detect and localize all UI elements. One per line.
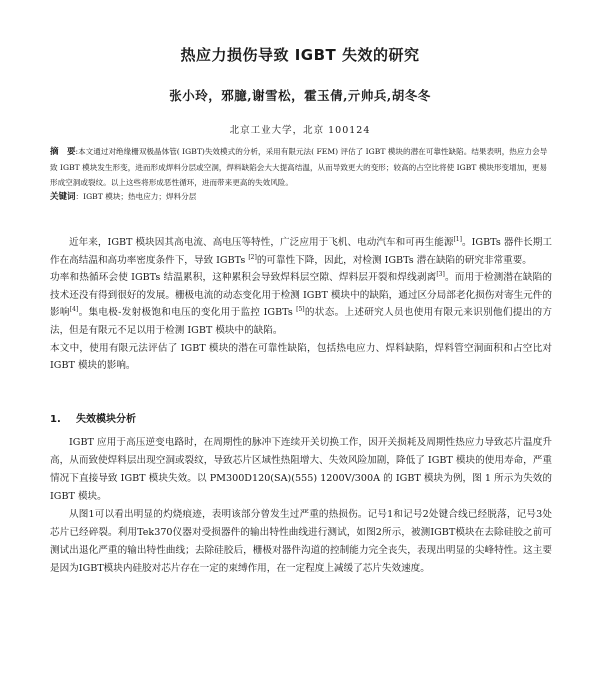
abstract (50, 144, 554, 190)
citation-ref: [1] (453, 235, 462, 243)
keywords-label: 关键词 (50, 192, 76, 202)
intro-paragraph-1 (50, 234, 552, 269)
intro-p1-text-c: 的可靠性下降，因此，对检测 IGBTs 潜在缺陷的研究非常重要。 (256, 254, 532, 266)
citation-ref: [2] (248, 253, 257, 261)
intro-p2-text-c: 。集电极-发射极饱和电压的变化用于监控 IGBTs (78, 307, 297, 319)
keywords-text: ：IGBT 模块；热电应力；焊料分层 (75, 192, 197, 201)
intro-p2-text-b: 。而用于检测潜在缺陷的技术还没有得到很好的发展。栅极电流的动态变化用于检测 IGBT 模块中的缺陷，通过区分局部老化损伤对寄生元件的影响 (50, 272, 552, 319)
citation-ref: [5] (296, 306, 305, 314)
section-1-paragraph-1: IGBT 应用于高压逆变电路时，在周期性的脉冲下连续开关切换工作，因开关损耗及周期性热应力导致芯片温度升高，从而致使焊料层出现空洞或裂纹，导致芯片区域性热阻增大、失效风险加剧，降低了 IGBT 模块的使用寿命，严重情况下直接导致 IGBT 模块失效。以 PM300D120(SA)(555) 1200V/300A 的 IGBT 模块为例，图 1 所示为失效的 IGBT 模块。 (50, 437, 552, 502)
paper-title: 热应力损伤导致 IGBT 失效的研究 (180, 46, 420, 64)
abstract-label: 摘 要 (50, 147, 76, 157)
affiliation: 北京工业大学，北京 100124 (229, 125, 371, 136)
intro-paragraph-3: 本文中，使用有限元法评估了 IGBT 模块的潜在可靠性缺陷，包括热电应力、焊料缺陷，焊料管空洞面积和占空比对 IGBT 模块的影响。 (50, 342, 552, 372)
intro-p1-text-a: 近年来，IGBT 模块因其高电流、高电压等特性，广泛应用于飞机、电动汽车和可再生能源 (69, 237, 454, 248)
author-list: 张小玲，邪臆,谢雪松，霍玉倩,亓帅兵,胡冬冬 (169, 88, 431, 103)
citation-ref: [3] (436, 271, 445, 278)
intro-p1-text-b: 。IGBTs 器件长期工作在高结温和高功率密度条件下，导致 IGBTs (50, 237, 552, 266)
intro-p2-text-d: 的状态。上述研究人员也使用有限元来识别他们提出的方法，但是有限元不足以用于检测 IGBT 模块中的缺陷。 (50, 307, 553, 336)
keywords (50, 190, 554, 204)
intro-paragraph-2 (50, 269, 552, 339)
section-number: 1. (50, 414, 61, 425)
citation-ref: [4] (69, 306, 79, 314)
abstract-text: :本文通过对绝缘栅双极晶体管( IGBT)失效模式的分析，采用有限元法( FEM) 评估了 IGBT 模块的潜在可靠性缺陷。结果表明，热应力会导致 IGBT 模块发生形变，进而形成焊料分层或空洞，焊料缺陷会大大提高结温，从而导致更大的变形；较高的占空比将使 IGBT 模块形变增加，更易形成空洞或裂纹。以上这些将形成恶性循环，进而带来更高的失效风险。 (50, 147, 548, 187)
section-1-body (50, 434, 552, 578)
intro-p2-text-a: 功率和热循环会使 IGBTs 结温累积，这种累积会导致焊料层空隙、焊料层开裂和焊线剥离 (50, 272, 437, 284)
section-heading (50, 412, 552, 428)
introduction (50, 234, 552, 375)
section-1-paragraph-2: 从图1可以看出明显的灼烧痕迹，表明该部分曾发生过严重的热损伤。记号1和记号2处键合线已经脱落，记号3处芯片已经碎裂。利用Tek370仪器对受损器件的输出特性曲线进行测试，如图2所示，被测IGBT模块在去除硅胶之前可测试出退化严重的输出特性曲线；去除硅胶后，栅极对器件沟道的控制能力完全丧失，表现出明显的尖峰特性。这主要是因为IGBT模块内硅胶对芯片存在一定的束缚作用，在一定程度上减缓了芯片失效速度。 (50, 509, 552, 574)
section-title: 失效模块分析 (76, 414, 136, 425)
